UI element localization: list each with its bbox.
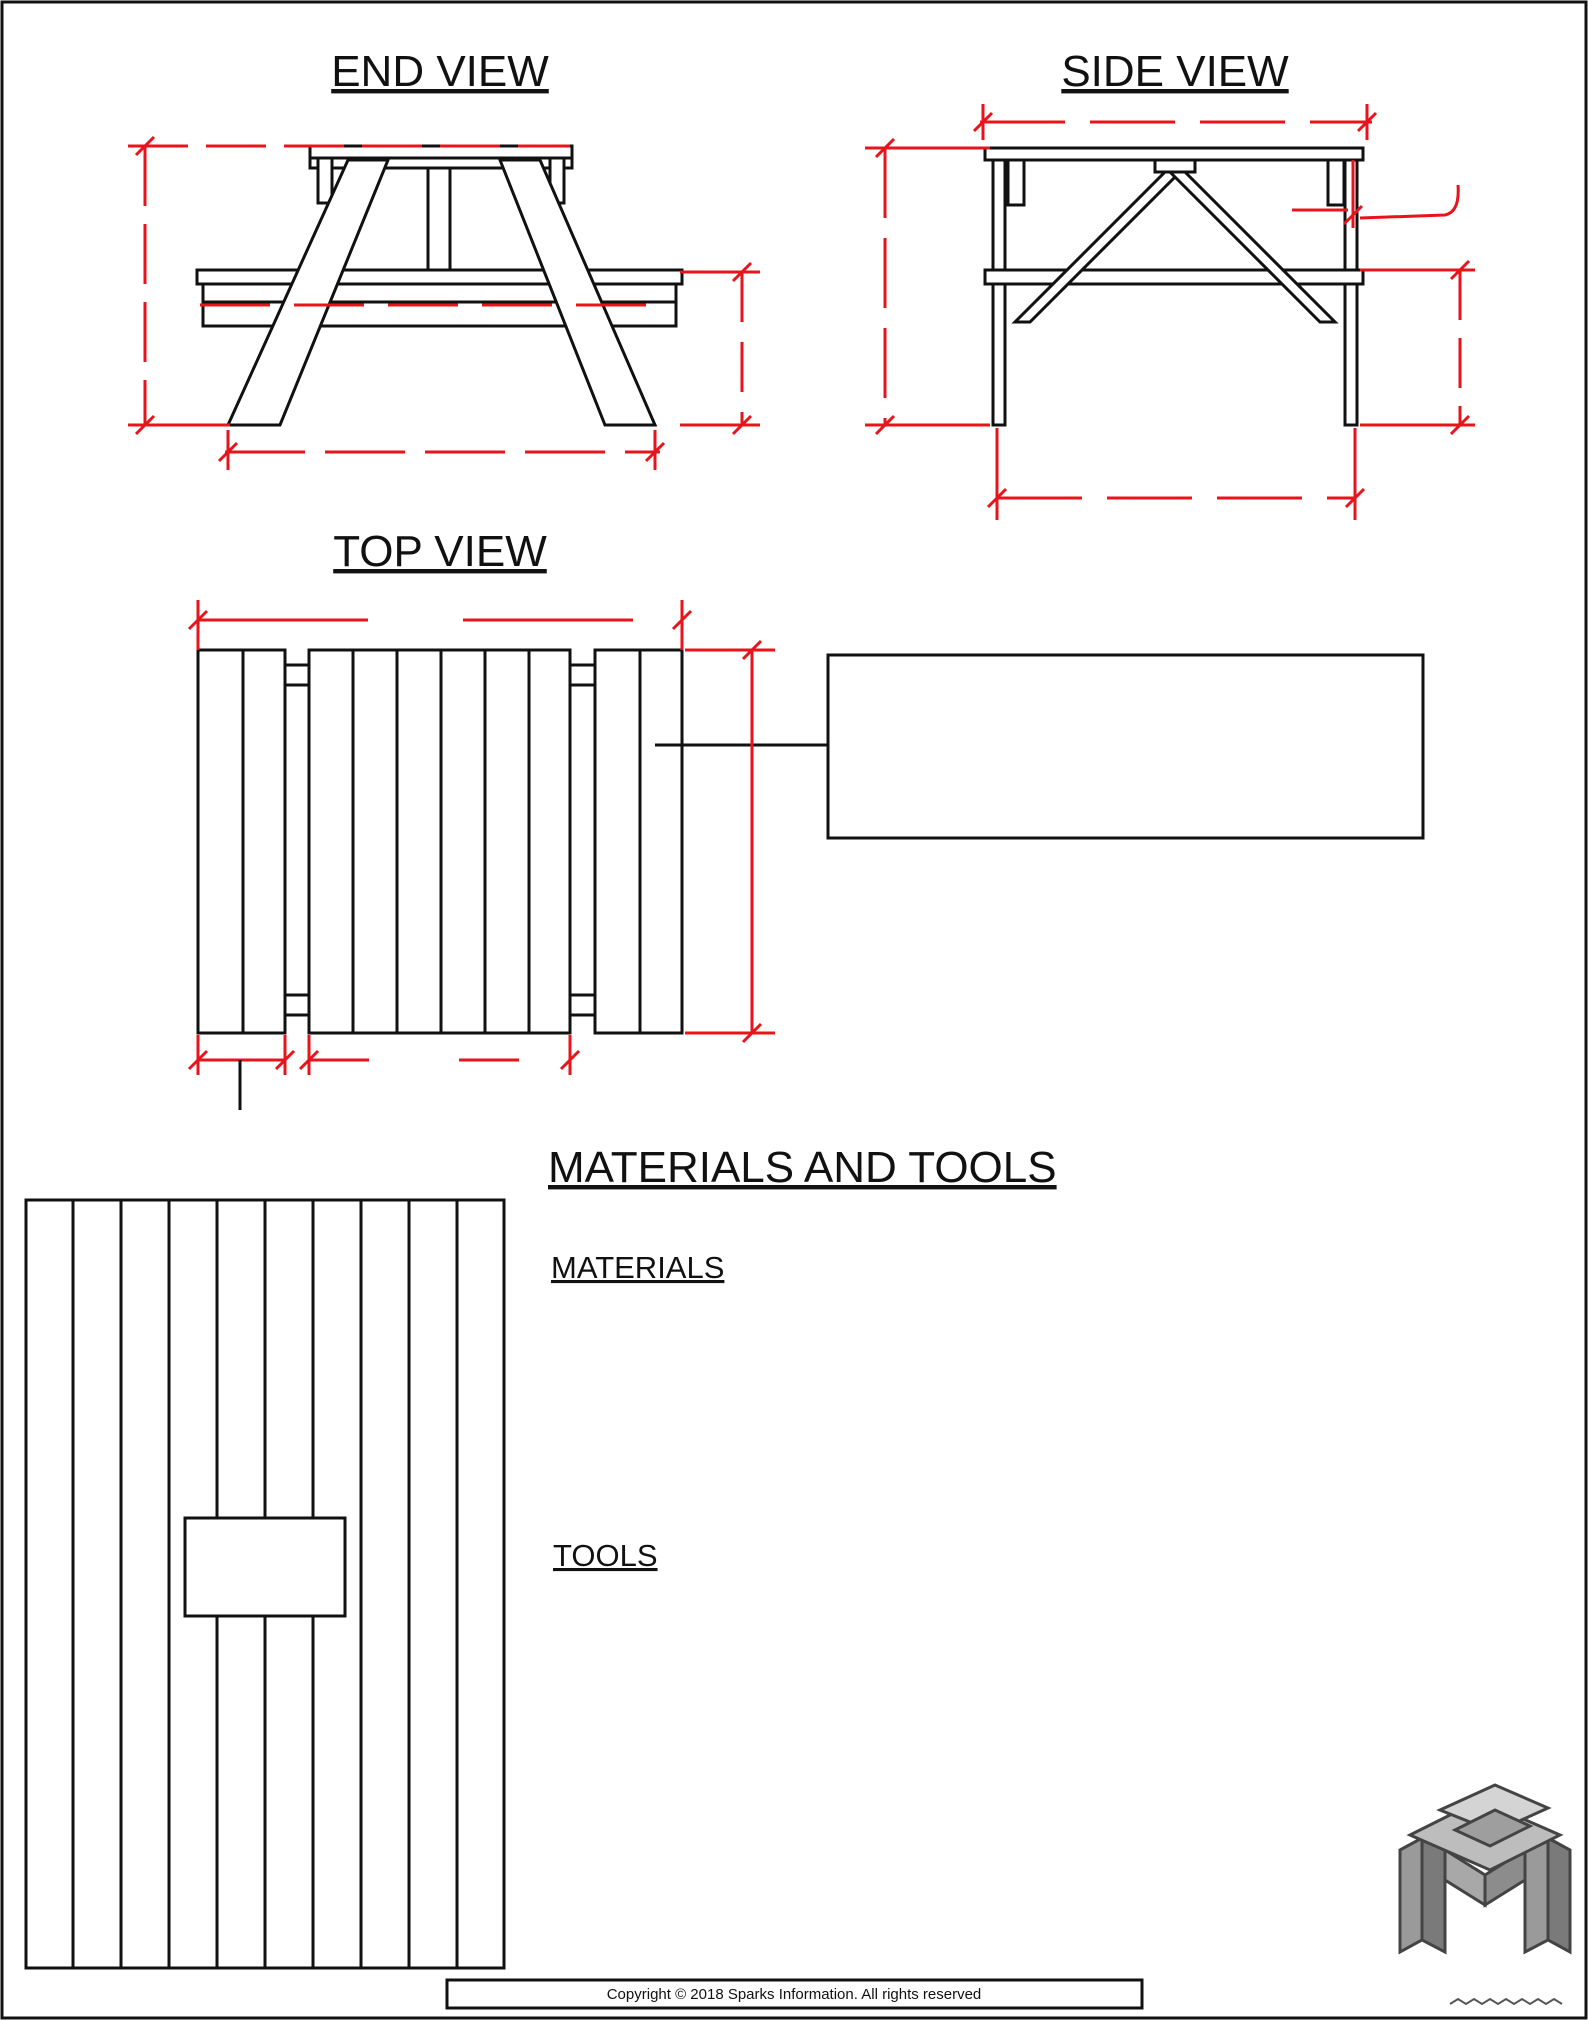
materials-tools-heading: MATERIALS AND TOOLS — [548, 1143, 1057, 1192]
side-view-title: SIDE VIEW — [1061, 47, 1289, 96]
top-view-title: TOP VIEW — [333, 527, 547, 576]
materials-label: MATERIALS — [551, 1250, 725, 1285]
tools-label: TOOLS — [553, 1538, 658, 1573]
side-view — [865, 47, 1475, 520]
top-view-callout-box — [828, 655, 1423, 838]
end-view-drawing — [197, 146, 682, 425]
board-layout-diagram — [26, 1200, 504, 1968]
copyright-text: Copyright © 2018 Sparks Information. All rights reserved — [606, 1986, 982, 2003]
top-view-drawing — [198, 650, 682, 1033]
side-view-drawing — [985, 148, 1363, 425]
mm-picnic-table-logo-icon — [1400, 1785, 1570, 2004]
end-view — [128, 47, 760, 470]
board-layout-cutout — [185, 1518, 345, 1616]
end-view-title: END VIEW — [331, 47, 549, 96]
top-view — [189, 527, 1423, 1110]
